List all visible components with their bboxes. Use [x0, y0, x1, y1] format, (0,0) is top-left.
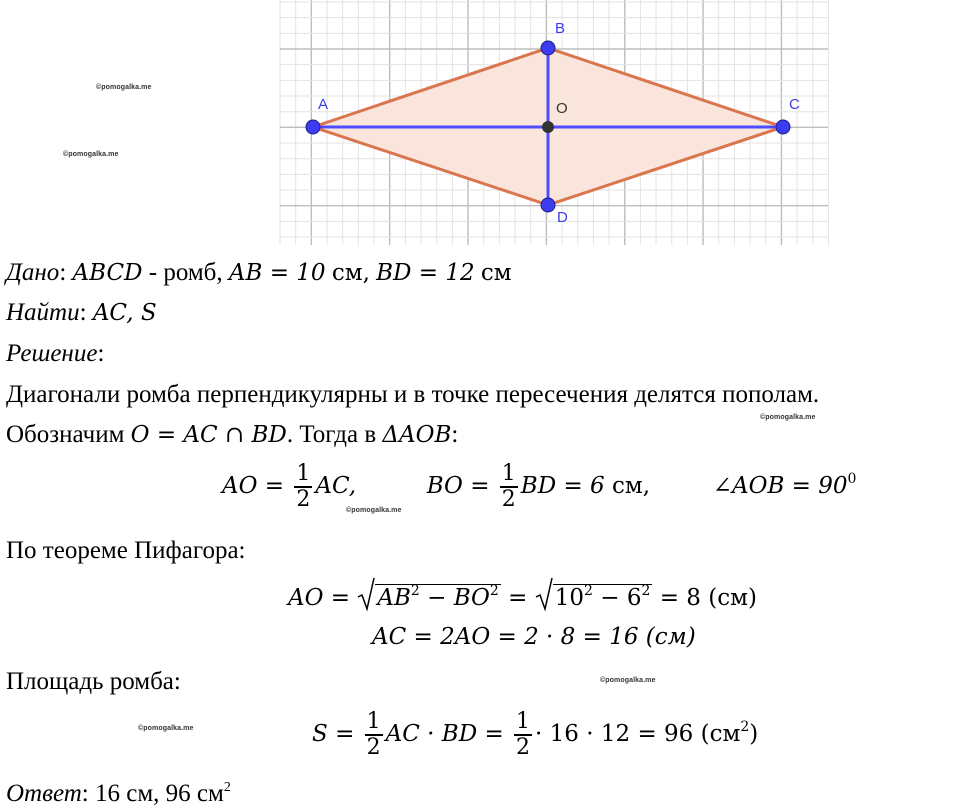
text-area: Площадь ромба:	[6, 668, 181, 695]
eq1-degree: 0	[847, 471, 857, 487]
point-c	[776, 120, 790, 134]
eq4-acbd: AC · BD =	[385, 721, 504, 747]
eq1-bd: BD = 6	[520, 473, 605, 499]
find-sep: :	[79, 299, 87, 326]
eq2-equals: =	[508, 585, 528, 611]
text-notation	[6, 420, 458, 450]
watermark: ©pomogalka.me	[760, 414, 816, 421]
eq1-fraction2: $\frac{1}{2}$	[501, 461, 516, 512]
label-b: B	[555, 20, 566, 37]
eq2-result: = 8 (см)	[659, 585, 757, 611]
label-a: A	[318, 96, 329, 113]
equation-area	[312, 710, 758, 760]
equation-ao-sqrt	[288, 583, 757, 611]
find-line	[6, 298, 157, 328]
given-label: Дано	[6, 259, 60, 286]
eq4-fraction2: $\frac{1}{2}$	[516, 709, 531, 760]
text-pythagoras: По теореме Пифагора:	[6, 537, 246, 564]
eq4-square: 2	[740, 719, 750, 735]
answer-square: 2	[223, 780, 231, 795]
eq1-bo: BO =	[426, 473, 490, 499]
notation-prefix: Обозначим	[6, 421, 125, 448]
solution-line	[6, 339, 104, 369]
watermark: ©pomogalka.me	[96, 84, 152, 91]
point-a	[306, 120, 320, 134]
eq1-ao: AO =	[222, 473, 285, 499]
eq2-left: AO =	[288, 585, 351, 611]
solution-sep: :	[97, 340, 105, 367]
solution-label: Решение	[6, 340, 98, 367]
eq4-s: S =	[312, 721, 355, 747]
answer-line	[6, 773, 231, 809]
given-sep: :	[59, 259, 67, 286]
eq1-ac: AC,	[315, 473, 357, 499]
equation-ao-bo	[222, 462, 856, 512]
given-unit2: см	[480, 260, 512, 286]
find-items: AC, S	[92, 300, 157, 326]
text-diagonals: Диагонали ромба перпендикулярны и в точке пересечения делятся пополам.	[6, 381, 820, 408]
watermark: ©pomogalka.me	[600, 677, 656, 684]
eq1-angle: ∠AOB = 90	[712, 473, 848, 499]
point-o	[542, 121, 554, 133]
label-c: C	[789, 96, 800, 113]
answer-sep: :	[81, 780, 89, 807]
label-d: D	[557, 209, 568, 226]
eq4-rest: · 16 · 12 = 96 (см	[535, 721, 741, 747]
given-unit1: см,	[331, 260, 370, 286]
notation-expr: O = AC ∩ BD	[130, 422, 287, 448]
point-b	[541, 41, 555, 55]
given-dash: - ромб,	[148, 259, 223, 286]
answer-text: 16 см, 96 см	[94, 780, 224, 807]
eq4-close: )	[749, 721, 759, 747]
label-o: O	[556, 100, 568, 117]
given-line	[6, 258, 512, 288]
watermark: ©pomogalka.me	[63, 151, 119, 158]
given-ab: AB = 10	[228, 260, 326, 286]
watermark: ©pomogalka.me	[346, 507, 402, 514]
eq3-text: AC = 2AO = 2 · 8 = 16 (см)	[372, 624, 696, 650]
eq1-fraction: $\frac{1}{2}$	[296, 461, 311, 512]
eq4-fraction: $\frac{1}{2}$	[366, 709, 381, 760]
find-label: Найти	[6, 299, 80, 326]
rhombus-figure	[0, 0, 960, 250]
eq2-sqrt1: $AB^2 - BO^2$	[357, 583, 500, 611]
eq1-unit: см,	[611, 473, 651, 499]
given-bd: BD = 12	[376, 260, 475, 286]
point-d	[541, 198, 555, 212]
notation-end: :	[451, 421, 459, 448]
given-figure: ABCD	[72, 260, 143, 286]
equation-ac	[372, 624, 696, 650]
watermark: ©pomogalka.me	[138, 725, 194, 732]
notation-triangle: ΔAOB	[382, 422, 452, 448]
eq2-sqrt2: $10^2 - 6^2$	[535, 583, 653, 611]
notation-mid: . Тогда в	[286, 421, 377, 448]
answer-label: Ответ	[6, 780, 82, 807]
